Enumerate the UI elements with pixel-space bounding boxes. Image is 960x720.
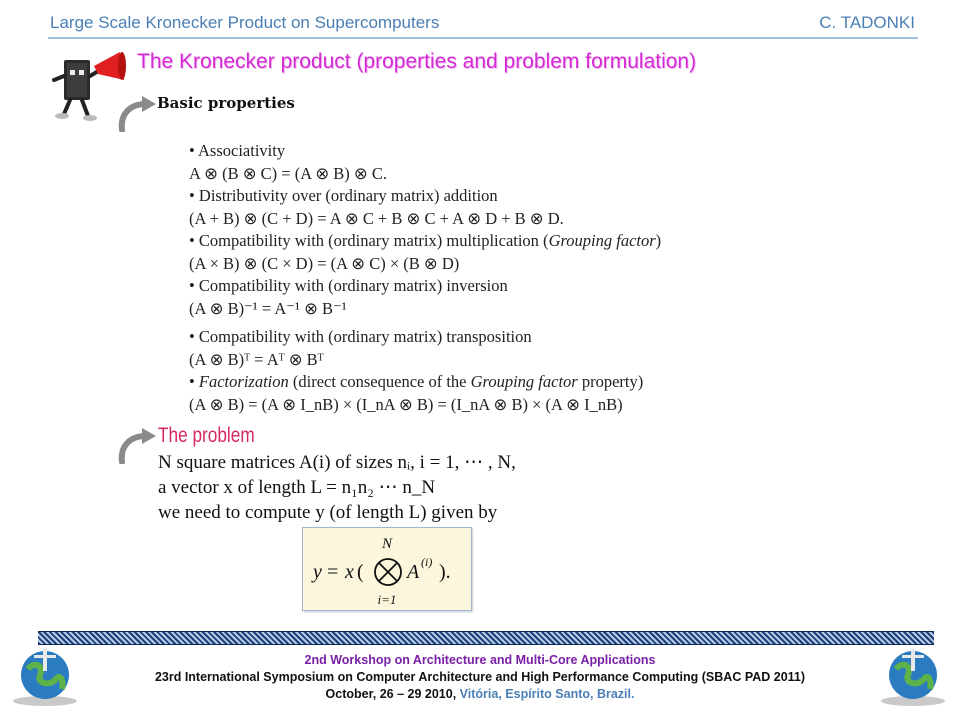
- curved-arrow-icon: [116, 96, 156, 132]
- conference-location: Vitória, Espírito Santo, Brazil.: [459, 687, 635, 701]
- property-label: • Compatibility with (ordinary matrix) multiplication (Grouping factor): [189, 231, 662, 250]
- conference-dates: October, 26 – 29 2010, Vitória, Espírito Santo, Brazil.: [325, 687, 635, 701]
- property-label: • Compatibility with (ordinary matrix) inversion: [189, 276, 508, 295]
- property-formula: (A ⊗ B) = (A ⊗ I_nB) × (I_nA ⊗ B) = (I_nA ⊗ B) × (A ⊗ I_nB): [189, 394, 623, 414]
- svg-text:i=1: i=1: [377, 592, 397, 607]
- svg-text:N: N: [381, 536, 393, 552]
- svg-text:(: (: [357, 561, 364, 583]
- svg-text:).: ).: [439, 561, 451, 583]
- property-formula: (A × B) ⊗ (C × D) = (A ⊗ C) × (B ⊗ D): [189, 253, 460, 273]
- presentation-title: Large Scale Kronecker Product on Supercomputers: [50, 13, 440, 32]
- properties-list: [189, 140, 661, 416]
- svg-text:y: y: [313, 561, 322, 583]
- formula-box: [302, 527, 472, 611]
- basic-properties-heading: Basic properties: [157, 94, 295, 112]
- svg-text:x: x: [345, 561, 354, 583]
- svg-text:=: =: [327, 561, 339, 583]
- kronecker-formula: [303, 528, 471, 610]
- property-formula: (A ⊗ B)⁻¹ = A⁻¹ ⊗ B⁻¹: [189, 298, 347, 318]
- footer-decorative-band: [38, 631, 934, 645]
- symposium-name: 23rd International Symposium on Computer Architecture and High Performance Computing (SBAC PAD 2011): [154, 670, 806, 684]
- problem-heading: The problem: [158, 424, 255, 447]
- property-label: • Distributivity over (ordinary matrix) addition: [189, 186, 498, 205]
- property-label: • Factorization (direct consequence of the Grouping factor property): [189, 372, 644, 391]
- property-formula: A ⊗ (B ⊗ C) = (A ⊗ B) ⊗ C.: [189, 163, 387, 183]
- problem-line: we need to compute y (of length L) given by: [158, 502, 498, 523]
- problem-statement: [158, 450, 516, 525]
- curved-arrow-icon: [116, 428, 156, 464]
- problem-line: a vector x of length L = n₁n₂ ⋯ n_N: [158, 477, 436, 498]
- svg-text:(i): (i): [421, 555, 433, 569]
- workshop-name: 2nd Workshop on Architecture and Multi-Core Applications: [304, 653, 656, 667]
- property-formula: (A + B) ⊗ (C + D) = A ⊗ C + B ⊗ C + A ⊗ D + B ⊗ D.: [189, 208, 564, 228]
- author-name: C. TADONKI: [819, 13, 915, 32]
- slide-title: The Kronecker product (properties and problem formulation): [137, 50, 697, 73]
- header-divider: [48, 37, 918, 39]
- property-label: • Compatibility with (ordinary matrix) transposition: [189, 327, 532, 346]
- property-label: • Associativity: [189, 141, 286, 160]
- property-formula: (A ⊗ B)ᵀ = Aᵀ ⊗ Bᵀ: [189, 349, 324, 369]
- svg-text:A: A: [407, 561, 420, 583]
- problem-line: N square matrices A(i) of sizes nᵢ, i = 1, ⋯ , N,: [158, 452, 516, 473]
